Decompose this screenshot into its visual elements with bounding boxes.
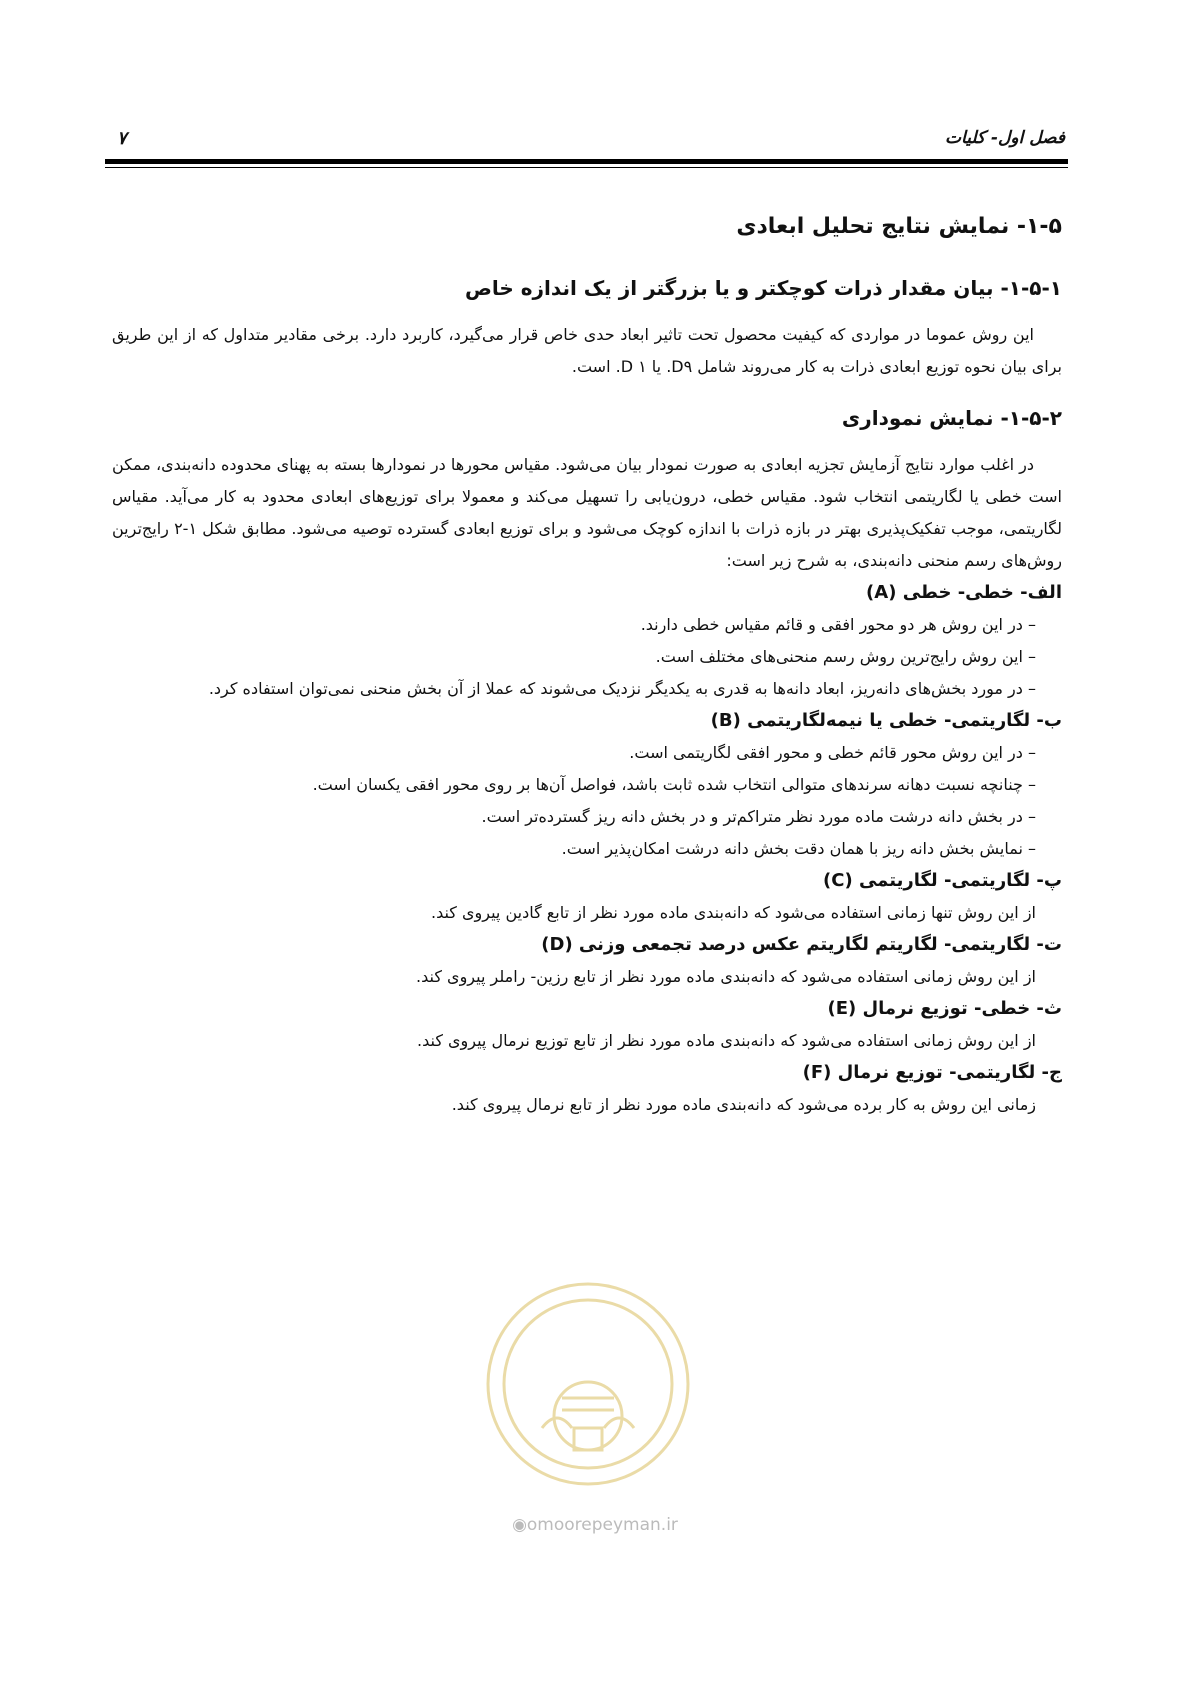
method-e-title: ث- خطی- توزیع نرمال (E) [827,998,1062,1019]
page-number: ۷ [117,128,127,149]
method-b-bullet: – در این روش محور قائم خطی و محور افقی لگاریتمی است. [629,743,1036,762]
method-d-title: ت- لگاریتمی- لگاریتم لگاریتم عکس درصد تجمعی وزنی (D) [541,934,1062,955]
method-a-bullet: – در مورد بخش‌های دانه‌ریز، ابعاد دانه‌ها به قدری به یکدیگر نزدیک می‌شوند که عملا از آن بخش منحنی نمی‌توان استفاده کرد. [208,679,1036,698]
chapter-title: فصل اول- کلیات [945,128,1065,148]
method-a-bullet: – این روش رایج‌ترین روش رسم منحنی‌های مختلف است. [655,647,1036,666]
method-a-bullet: – در این روش هر دو محور افقی و قائم مقیاس خطی دارند. [640,615,1036,634]
method-b-bullet: – چنانچه نسبت دهانه سرندهای متوالی انتخاب شده ثابت باشد، فواصل آن‌ها بر روی محور افقی یکسان است. [312,775,1036,794]
subsection-2-title: ۱-۵-۲- نمایش نموداری [841,406,1062,430]
header-rule-thick [105,159,1068,164]
method-b-bullet: – در بخش دانه درشت ماده مورد نظر متراکم‌تر و در بخش دانه ریز گسترده‌تر است. [481,807,1036,826]
header-rule-thin [105,167,1068,168]
subsection-1-paragraph: این روش عموما در مواردی که کیفیت محصول تحت تاثیر ابعاد حدی خاص قرار می‌گیرد، کاربرد دارد. برخی مقادیر متداول که از این طریق برای بیان نحوه توزیع ابعادی ذرات به کار می‌روند شامل D۹. یا D ۱. است. [112,325,1062,376]
main-content [112,210,1062,1121]
method-c-title: پ- لگاریتمی- لگاریتمی (C) [823,870,1062,891]
method-a-title: الف- خطی- خطی (A) [866,582,1062,603]
section-title: ۱-۵- نمایش نتایج تحلیل ابعادی [736,214,1062,239]
watermark-seal-icon [482,1278,694,1490]
watermark-url-text: omoorepeyman.ir [526,1515,678,1535]
method-f-title: ج- لگاریتمی- توزیع نرمال (F) [802,1062,1062,1083]
method-d-text: از این روش زمانی استفاده می‌شود که دانه‌بندی ماده مورد نظر از تابع رزین- راملر پیروی کند. [416,967,1036,986]
method-c-text: از این روش تنها زمانی استفاده می‌شود که دانه‌بندی ماده مورد نظر از تابع گادین پیروی کند. [430,903,1036,922]
method-b-bullet: – نمایش بخش دانه ریز با همان دقت بخش دانه درشت امکان‌پذیر است. [561,839,1036,858]
subsection-1-title: ۱-۵-۱- بیان مقدار ذرات کوچکتر و یا بزرگتر از یک اندازه خاص [464,276,1062,300]
watermark-url [460,1515,730,1535]
page-header [105,128,1065,152]
method-b-title: ب- لگاریتمی- خطی یا نیمه‌لگاریتمی (B) [710,710,1062,731]
method-f-text: زمانی این روش به کار برده می‌شود که دانه‌بندی ماده مورد نظر از تابع نرمال پیروی کند. [451,1095,1036,1114]
method-e-text: از این روش زمانی استفاده می‌شود که دانه‌بندی ماده مورد نظر از تابع توزیع نرمال پیروی کند. [417,1031,1036,1050]
globe-icon: ◉ [512,1515,527,1535]
subsection-2-paragraph: در اغلب موارد نتایج آزمایش تجزیه ابعادی به صورت نمودار بیان می‌شود. مقیاس محورها در نمودارها بسته به پهنای محدوده دانه‌بندی، ممکن است خطی یا لگاریتمی انتخاب شود. مقیاس خطی، درون‌یابی را تسهیل می‌کند و معمولا برای توزیع‌های ابعادی محدود به کار می‌آید. مقیاس لگاریتمی، موجب تفکیک‌پذیری بهتر در بازه ذرات با اندازه کوچک می‌شود و برای توزیع ابعادی گسترده توصیه می‌شود. مطابق شکل ۱-۲ رایج‌ترین روش‌های رسم منحنی دانه‌بندی، به شرح زیر است: [112,455,1063,570]
